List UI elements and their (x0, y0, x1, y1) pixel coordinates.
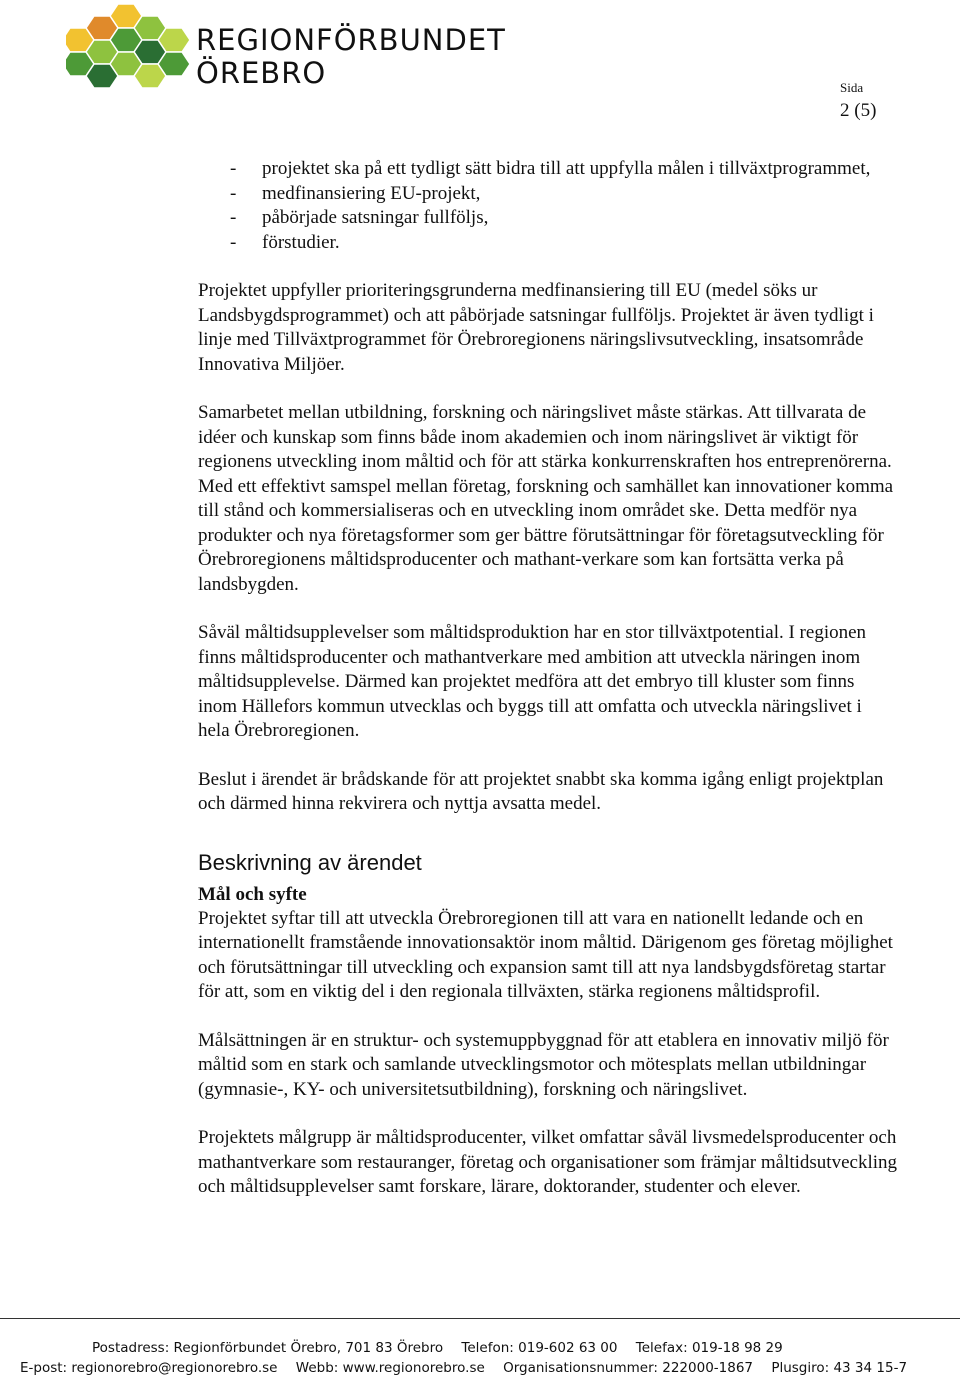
footer-phone: Telefon: 019-602 63 00 (461, 1340, 618, 1356)
list-item: - förstudier. (198, 231, 898, 256)
paragraph: Såväl måltidsupplevelser som måltidsproduktion har en stor tillväxtpotential. I regionen finns måltidsproducenter och mathantverkare med ambition att utveckla näringen inom måltidsupplevelse. Därmed kan projektet medföra att det embryo till kluster som finns inom Hällefors kommun utvecklas och byggs till att omfatta och utveckla näringslivet i hela Örebroregionen. (198, 622, 867, 741)
criteria-list (198, 157, 898, 255)
org-name-line2: ÖREBRO (196, 56, 327, 90)
list-dash: - (230, 231, 237, 253)
subsection-heading: Mål och syfte (198, 883, 307, 905)
paragraph: Projektets målgrupp är måltidsproducenter, vilket omfattar såväl livsmedelsproducenter och mathantverkare som restauranger, företag och organisationer som främjar måltidsutveckling och måltidsupplevelser samt forskare, lärare, doktorander, studenter och elever. (198, 1127, 898, 1197)
organization-name (196, 24, 506, 90)
list-dash: - (230, 182, 237, 204)
org-name-line1: REGIONFÖRBUNDET (196, 23, 506, 57)
list-item: - medfinansiering EU-projekt, (198, 182, 898, 207)
footer-plusgiro: Plusgiro: 43 34 15-7 (771, 1360, 908, 1376)
footer-fax: Telefax: 019-18 98 29 (635, 1340, 783, 1356)
paragraph: Beslut i ärendet är brådskande för att projektet snabbt ska komma igång enligt projektplan och därmed hinna rekvirera och nyttja avsatta medel. (198, 768, 884, 814)
paragraph: Projektet syftar till att utveckla Örebroregionen till att vara en nationellt ledande och en internationellt framstående innovationsaktör inom måltid. Därigenom ges företag möjlighet och förutsättningar till utveckling och expansion samt till att nya landsbygdsföretag startar för att, som en viktig del i den regionala tillväxten, stärka regionens måltidsprofil. (198, 907, 893, 1002)
paragraph: Samarbetet mellan utbildning, forskning och näringslivet måste stärkas. Att tillvarata de idéer och kunskap som finns både inom akademien och inom näringslivet är viktigt för regionens utveckling inom måltid och för att stärka konkurrenskraften hos entreprenörerna. Med ett effektivt samspel mellan företag, forskning och samhället kan innovationer komma till stånd och kommersialiseras och en utveckling inom området ske. Detta medför nya produkter och nya företagsformer som ger bättre förutsättningar för företagsutveckling för Örebroregionens måltidsproducenter och mathant-verkare som kan fortsätta verka på landsbygden. (198, 402, 894, 595)
footer-org-number: Organisationsnummer: 222000-1867 (503, 1360, 754, 1376)
paragraph: Projektet uppfyller prioriteringsgrunderna medfinansiering till EU (medel söks ur Landsbygdsprogrammet) och att påbörjade satsningar fullföljs. Projektet är även tydligt i linje med Tillväxtprogrammet för Örebroregionens näringslivsutveckling, insatsområde Innovativa Miljöer. (198, 280, 874, 375)
paragraph: Målsättningen är en struktur- och systemuppbyggnad för att etablera en innovativ miljö för måltid som en stark och samlande utvecklingsmotor och mötesplats mellan utbildningar (gymnasie-, KY- och universitetsutbildning), forskning och näringslivet. (198, 1029, 889, 1100)
regionforbundet-logo (66, 2, 194, 94)
list-item: - projektet ska på ett tydligt sätt bidra till att uppfylla målen i tillväxtprogrammet, (198, 157, 898, 182)
document-body (198, 157, 898, 1200)
list-dash: - (230, 207, 237, 228)
page-label: Sida (840, 80, 864, 95)
footer-divider (0, 1318, 960, 1319)
list-dash: - (230, 158, 237, 179)
footer-website: Webb: www.regionorebro.se (295, 1360, 485, 1376)
section-heading: Beskrivning av ärendet (198, 849, 422, 875)
footer-email: E-post: regionorebro@regionorebro.se (20, 1360, 278, 1376)
page-number: 2 (5) (840, 100, 877, 121)
footer-postal-address: Postadress: Regionförbundet Örebro, 701 83 Örebro (92, 1340, 444, 1356)
list-item: - påbörjade satsningar fullföljs, (198, 206, 898, 231)
